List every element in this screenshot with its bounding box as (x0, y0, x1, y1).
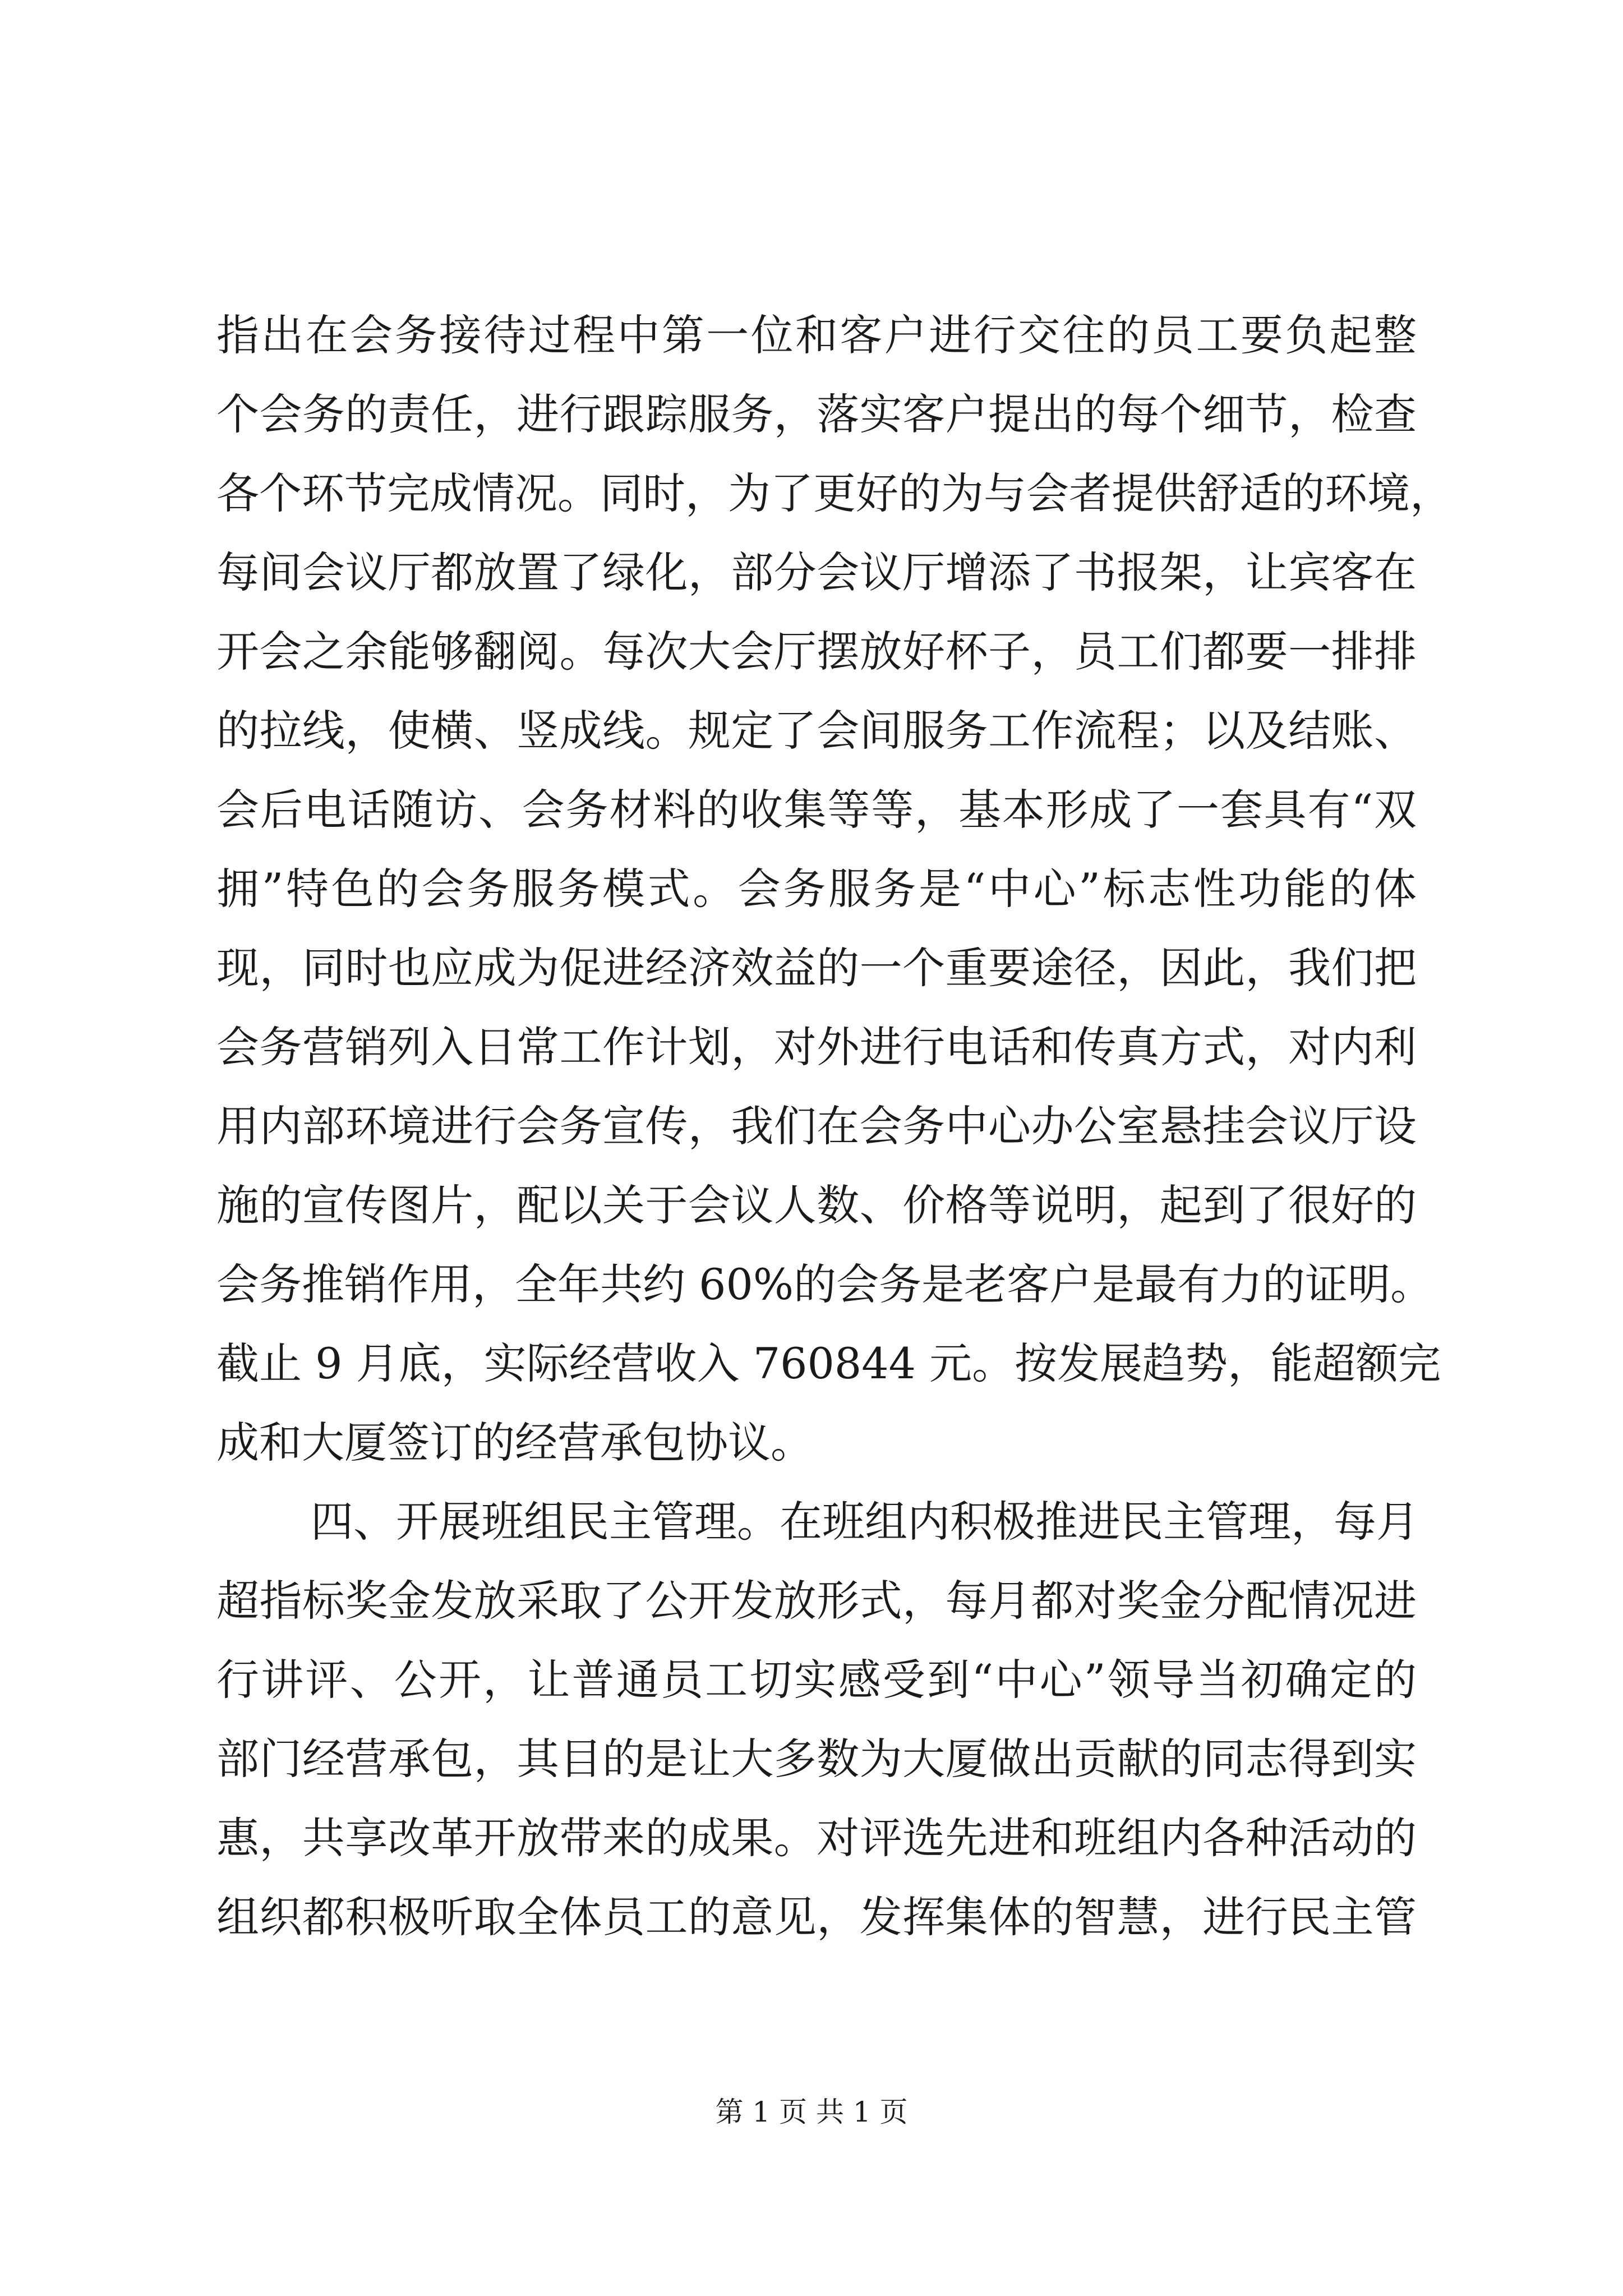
text-line: 会务推销作用，全年共约 60%的会务是老客户是最有力的证明。 (216, 1259, 1433, 1309)
text-line: 各个环节完成情况。同时，为了更好的为与会者提供舒适的环境， (216, 468, 1453, 518)
text-line: 成和大厦签订的经营承包协议。 (216, 1418, 813, 1467)
text-line: 指出在会务接待过程中第一位和客户进行交往的员工要负起整 (216, 310, 1417, 360)
page-number-label: 第 1 页 共 1 页 (715, 2096, 908, 2128)
text-line: 超指标奖金发放采取了公开发放形式，每月都对奖金分配情况进 (216, 1576, 1417, 1626)
text-line: 惠，共享改革开放带来的成果。对评选先进和班组内各种活动的 (216, 1813, 1417, 1863)
paragraph-start-line: 四、开展班组民主管理。在班组内积极推进民主管理，每月 (311, 1497, 1419, 1547)
text-line: 现，同时也应成为促进经济效益的一个重要途径，因此，我们把 (216, 943, 1417, 993)
page-footer (0, 2092, 1623, 2132)
text-line: 开会之余能够翻阅。每次大会厅摆放好杯子，员工们都要一排排 (216, 627, 1417, 677)
text-line: 会务营销列入日常工作计划，对外进行电话和传真方式，对内利 (216, 1022, 1417, 1072)
text-line: 组织都积极听取全体员工的意见，发挥集体的智慧，进行民主管 (216, 1892, 1417, 1942)
text-line: 施的宣传图片，配以关于会议人数、价格等说明，起到了很好的 (216, 1180, 1417, 1230)
text-line: 拥”特色的会务服务模式。会务服务是“中心”标志性功能的体 (216, 864, 1417, 914)
text-line: 会后电话随访、会务材料的收集等等，基本形成了一套具有“双 (216, 785, 1417, 835)
text-line: 截止 9 月底，实际经营收入 760844 元。按发展趋势，能超额完 (216, 1338, 1441, 1388)
text-line: 用内部环境进行会务宣传，我们在会务中心办公室悬挂会议厅设 (216, 1101, 1417, 1151)
text-line: 每间会议厅都放置了绿化，部分会议厅增添了书报架，让宾客在 (216, 547, 1417, 597)
text-line: 部门经营承包，其目的是让大多数为大厦做出贡献的同志得到实 (216, 1734, 1417, 1784)
text-line: 个会务的责任，进行跟踪服务，落实客户提出的每个细节，检查 (216, 389, 1417, 439)
text-line: 行讲评、公开，让普通员工切实感受到“中心”领导当初确定的 (216, 1655, 1417, 1705)
text-line: 的拉线，使横、竖成线。规定了会间服务工作流程；以及结账、 (216, 706, 1417, 756)
document-body (216, 296, 1453, 1957)
